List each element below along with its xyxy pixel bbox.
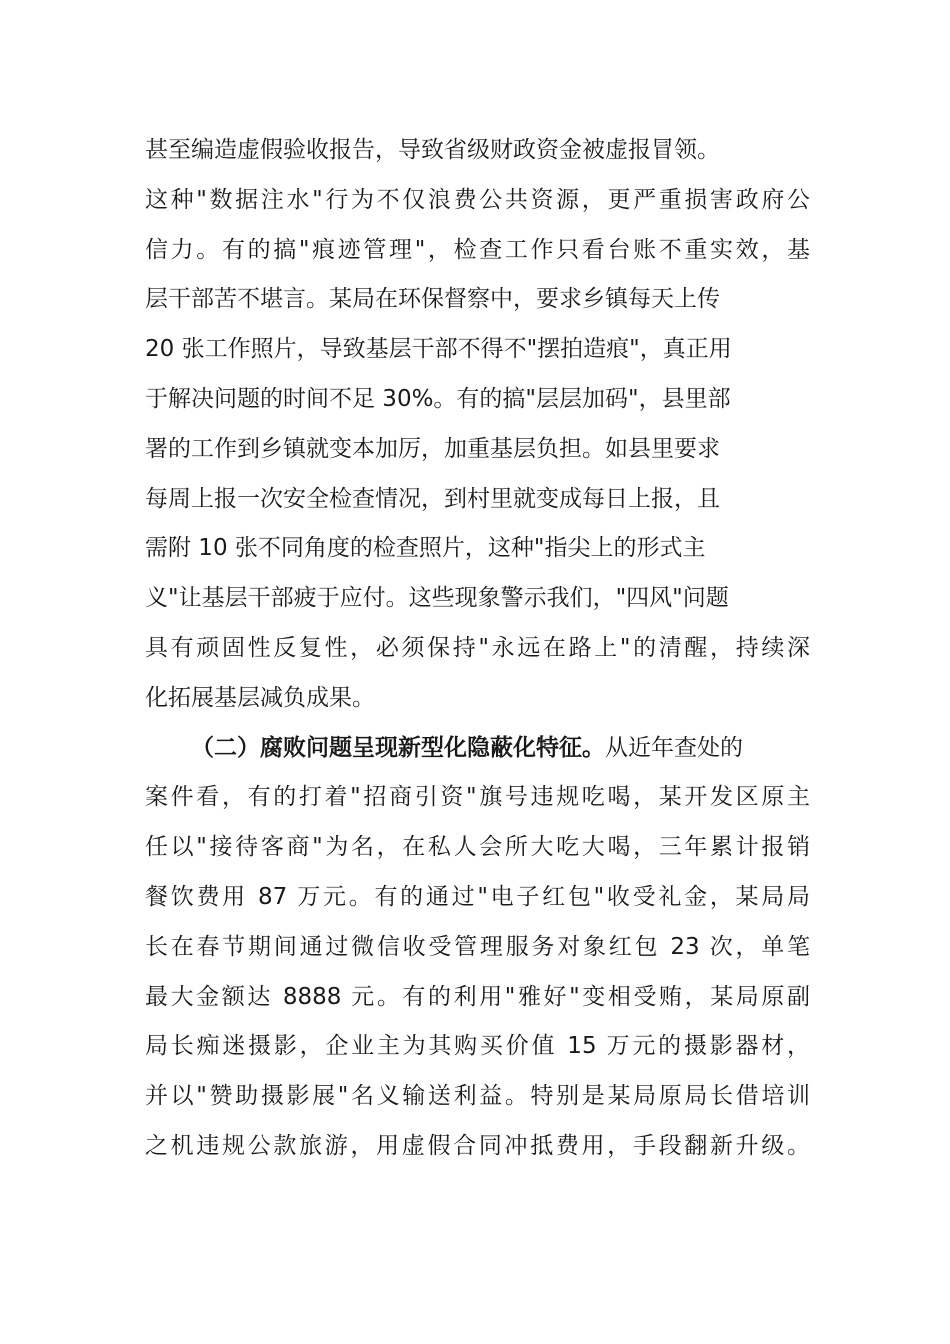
text-line: 20 张工作照片，导致基层干部不得不"摆拍造痕"，真正用 xyxy=(145,336,732,363)
text-line: 并以"赞助摄影展"名义输送利益。特别是某局原局长借培训 xyxy=(145,1083,810,1110)
text-line: 案件看，有的打着"招商引资"旗号违规吃喝，某开发区原主 xyxy=(145,784,810,811)
text-line: 餐饮费用 87 万元。有的通过"电子红包"收受礼金，某局局 xyxy=(145,883,810,910)
text-line: 每周上报一次安全检查情况，到村里就变成每日上报，且 xyxy=(145,485,720,512)
text-run: 从近年查处的 xyxy=(605,734,743,761)
text-line: 化拓展基层减负成果。 xyxy=(145,684,375,711)
text-line: 署的工作到乡镇就变本加厉，加重基层负担。如县里要求 xyxy=(145,435,720,462)
text-line: 信力。有的搞"痕迹管理"，检查工作只看台账不重实效，基 xyxy=(145,236,810,263)
text-line: 之机违规公款旅游，用虚假合同冲抵费用，手段翻新升级。 xyxy=(145,1132,810,1159)
text-line: 最大金额达 8888 元。有的利用"雅好"变相受贿，某局原副 xyxy=(145,983,810,1010)
section-heading-line xyxy=(145,724,810,774)
text-line: 层干部苦不堪言。某局在环保督察中，要求乡镇每天上传 xyxy=(145,286,720,313)
text-line: 具有顽固性反复性，必须保持"永远在路上"的清醒，持续深 xyxy=(145,634,810,661)
text-line: 长在春节期间通过微信收受管理服务对象红包 23 次，单笔 xyxy=(145,933,810,960)
section-heading: （二）腐败问题呈现新型化隐蔽化特征。 xyxy=(191,734,605,761)
text-line: 需附 10 张不同角度的检查照片，这种"指尖上的形式主 xyxy=(145,535,706,562)
text-line: 任以"接待客商"为名，在私人会所大吃大喝，三年累计报销 xyxy=(145,834,810,861)
text-line: 这种"数据注水"行为不仅浪费公共资源，更严重损害政府公 xyxy=(145,186,810,213)
text-line: 义"让基层干部疲于应付。这些现象警示我们，"四风"问题 xyxy=(145,585,729,612)
text-line: 于解决问题的时间不足 30%。有的搞"层层加码"，县里部 xyxy=(145,385,731,412)
body-text xyxy=(145,126,810,1172)
text-line: 甚至编造虚假验收报告，导致省级财政资金被虚报冒领。 xyxy=(145,137,720,163)
text-line: 局长痴迷摄影，企业主为其购买价值 15 万元的摄影器材， xyxy=(145,1033,810,1060)
